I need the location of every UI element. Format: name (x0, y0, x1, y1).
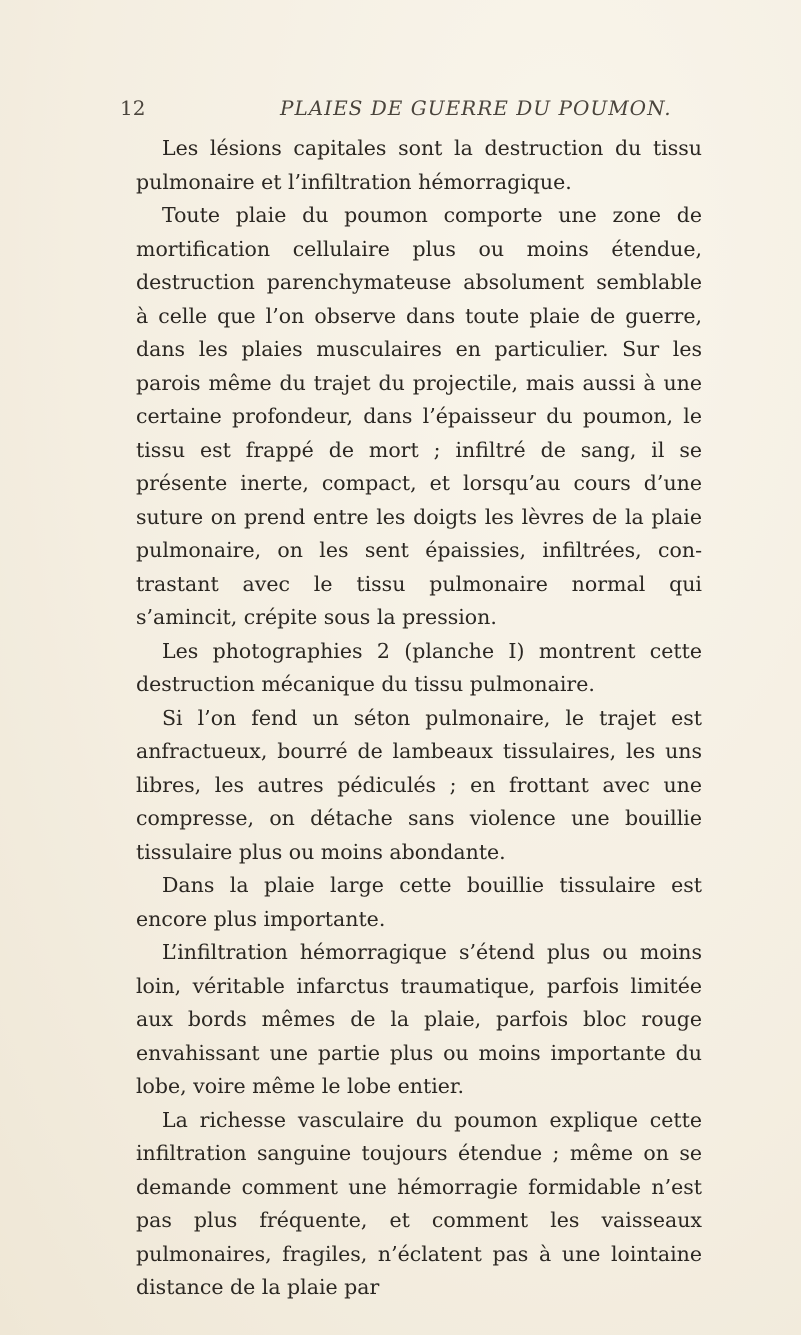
paragraph: Les photographies 2 (planche I) montrent cette destruction mécanique du tissu pulmonaire. (136, 638, 702, 696)
running-head (120, 96, 720, 126)
body-text (136, 132, 702, 1305)
paragraph: Toute plaie du poumon comporte une zone de mortification cellulaire plus ou moins étendue, destruction parenchymateuse absolument semblable à celle que l’on observe dans toute plaie de guerre, dans les plaies musculaires en particulier. Sur les parois même du trajet du projectile, mais aussi à une certaine profondeur, dans l’épaisseur du poumon, le tissu est frappé de mort ; infiltré de sang, il se présente inerte, compact, et lorsqu’au cours d’une suture on prend entre les doigts les lèvres de la plaie pulmonaire, on les sent épaissies, infiltrées, contrastant avec le tissu pulmonaire normal qui s’amincit, crépite sous la pression. (136, 203, 702, 629)
paragraph: Si l’on fend un séton pulmonaire, le trajet est anfractueux, bourré de lambeaux tissulaires, les uns libres, les autres pédiculés ; en frottant avec une compresse, on détache sans violence une bouillie tissulaire plus ou moins abondante. (136, 705, 702, 864)
running-title: PLAIES DE GUERRE DU POUMON. (280, 96, 672, 120)
page-number: 12 (120, 96, 146, 120)
paragraph: L’infiltration hémorragique s’étend plus ou moins loin, véritable infarctus traumatique, parfois limitée aux bords mêmes de la plaie, parfois bloc rouge envahissant une partie plus ou moins importante du lobe, voire même le lobe entier. (136, 940, 702, 1098)
paragraph: Les lésions capitales sont la destruction du tissu pulmonaire et l’infiltration hémorragique. (136, 136, 702, 194)
paragraph: La richesse vasculaire du poumon explique cette infiltration sanguine toujours étendue ; même on se demande comment une hémorragie formidable n’est pas plus fréquente, et comment les vaisseaux pulmonaires, fragiles, n’éclatent pas à une lointaine distance de la plaie par (136, 1107, 702, 1299)
paragraph: Dans la plaie large cette bouillie tissulaire est encore plus importante. (136, 873, 702, 931)
